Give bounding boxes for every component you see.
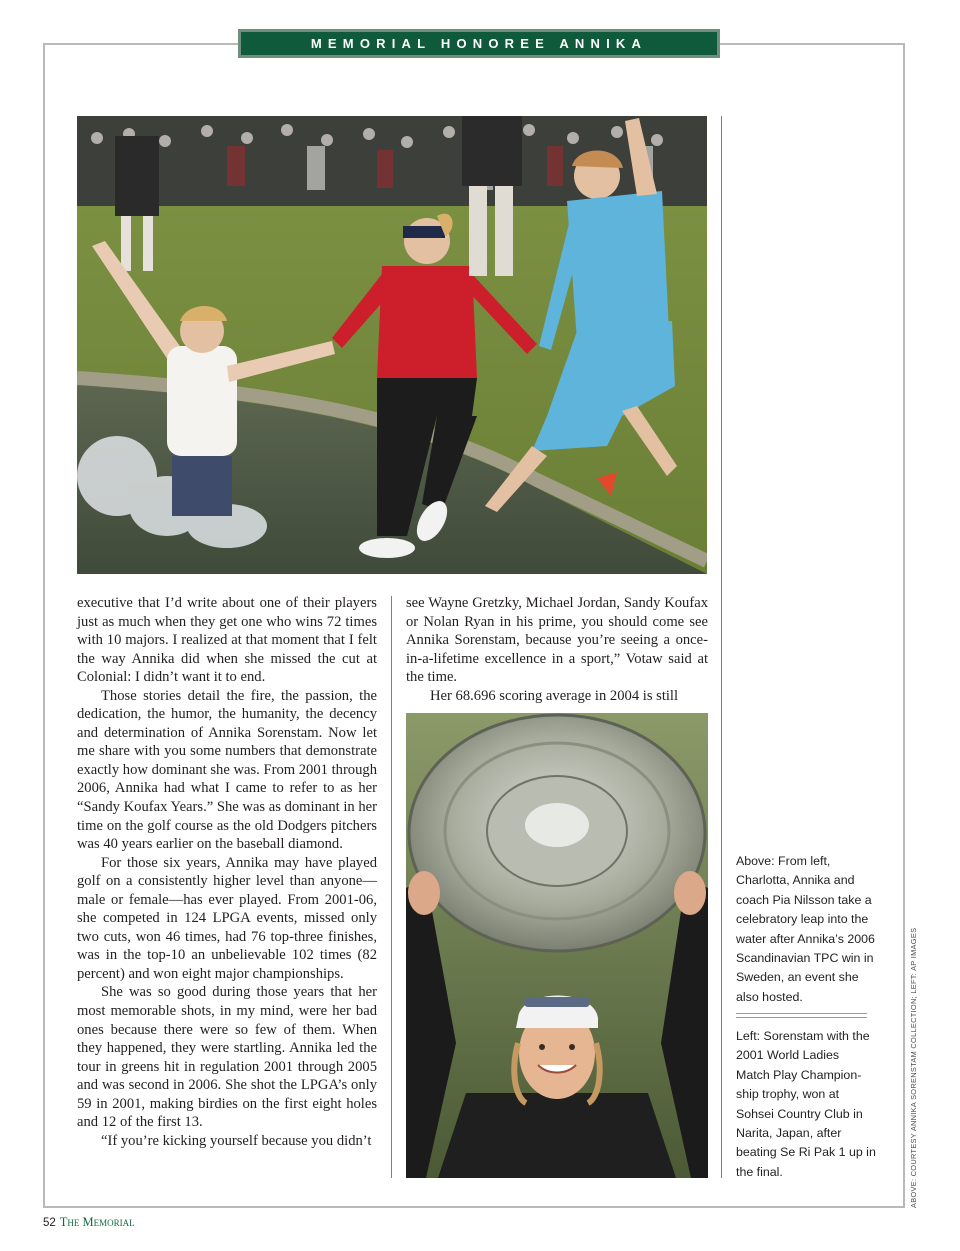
publication-name: The Memorial bbox=[59, 1215, 135, 1229]
caption-above: Above: From left, Charlotta, Annika and coach Pia Nilsson take a celebratory leap into the water after Annika’s 2006 Scandinavian TPC win in Sweden, an event she also hosted. bbox=[736, 854, 875, 1004]
column-rule-right bbox=[721, 116, 722, 1178]
paragraph: “If you’re kicking yourself because you didn’t bbox=[101, 1132, 372, 1149]
paragraph: Those stories detail the fire, the passion, the dedication, the humor, the humanity, the decency and determination of Annika Sorenstam. Now let me share with you some numbers that demonstrate exactly how dominant she was. From 2001 through 2006, Annika had what I came to refer to as her “Sandy Koufax Years.” She was as dominant in her time on the golf course as the old Dodgers pitchers was 40 years earlier on the baseball diamond. bbox=[77, 687, 377, 853]
paragraph: She was so good during those years that her most memorable shots, in my mind, were her bad ones because there were so few of them. When they happened, they were startling. Annika led the tour in greens hit in regulation 2001 through 2005 and was second in 2006. She shot the LPGA’s only 59 in 2001, making birdies on the first eight holes and 12 of the first 13. bbox=[77, 984, 377, 1131]
page-number: 52 bbox=[43, 1217, 56, 1229]
paragraph: Her 68.696 scoring average in 2004 is still bbox=[430, 687, 679, 704]
paragraph: executive that I’d write about one of their players just as much when they get one who wins 72 times with 10 majors. I realized at that moment that I felt the way Annika did when she missed the cut at Colonial: I didn’t want it to end. bbox=[77, 595, 377, 686]
folio bbox=[43, 1215, 135, 1230]
leap-photo bbox=[77, 116, 707, 574]
photo-credit: ABOVE: COURTESY ANNIKA SORENSTAM COLLECTION; LEFT: AP IMAGES bbox=[909, 927, 918, 1208]
caption-divider bbox=[736, 1013, 867, 1018]
paragraph: For those six years, Annika may have played golf on a consistently higher level than anyone—male or female—has ever played. From 2001-06, she competed in 124 LPGA events, missed only two cuts, won 46 times, had 76 top-three finishes, was in the top-10 an unbelievable 102 times (82 percent) and won eight major championships. bbox=[77, 854, 377, 982]
trophy-photo bbox=[406, 713, 708, 1178]
caption-left: Left: Sorenstam with the 2001 World Ladies Match Play Championship trophy, won at Sohsei Country Club in Narita, Japan, after beating Se Ri Pak 1 up in the final. bbox=[736, 1029, 876, 1179]
article-left-column bbox=[77, 594, 377, 1150]
article-right-column bbox=[406, 594, 708, 705]
section-banner: MEMORIAL HONOREE ANNIKA SORENSTAM bbox=[238, 29, 720, 58]
paragraph: see Wayne Gretzky, Michael Jordan, Sandy Koufax or Nolan Ryan in his prime, you should come see Annika Sorenstam, because you’re seeing a once-in-a-lifetime excellence in a sport,” Votaw said at the time. bbox=[406, 595, 708, 686]
column-rule-left bbox=[391, 596, 392, 1178]
